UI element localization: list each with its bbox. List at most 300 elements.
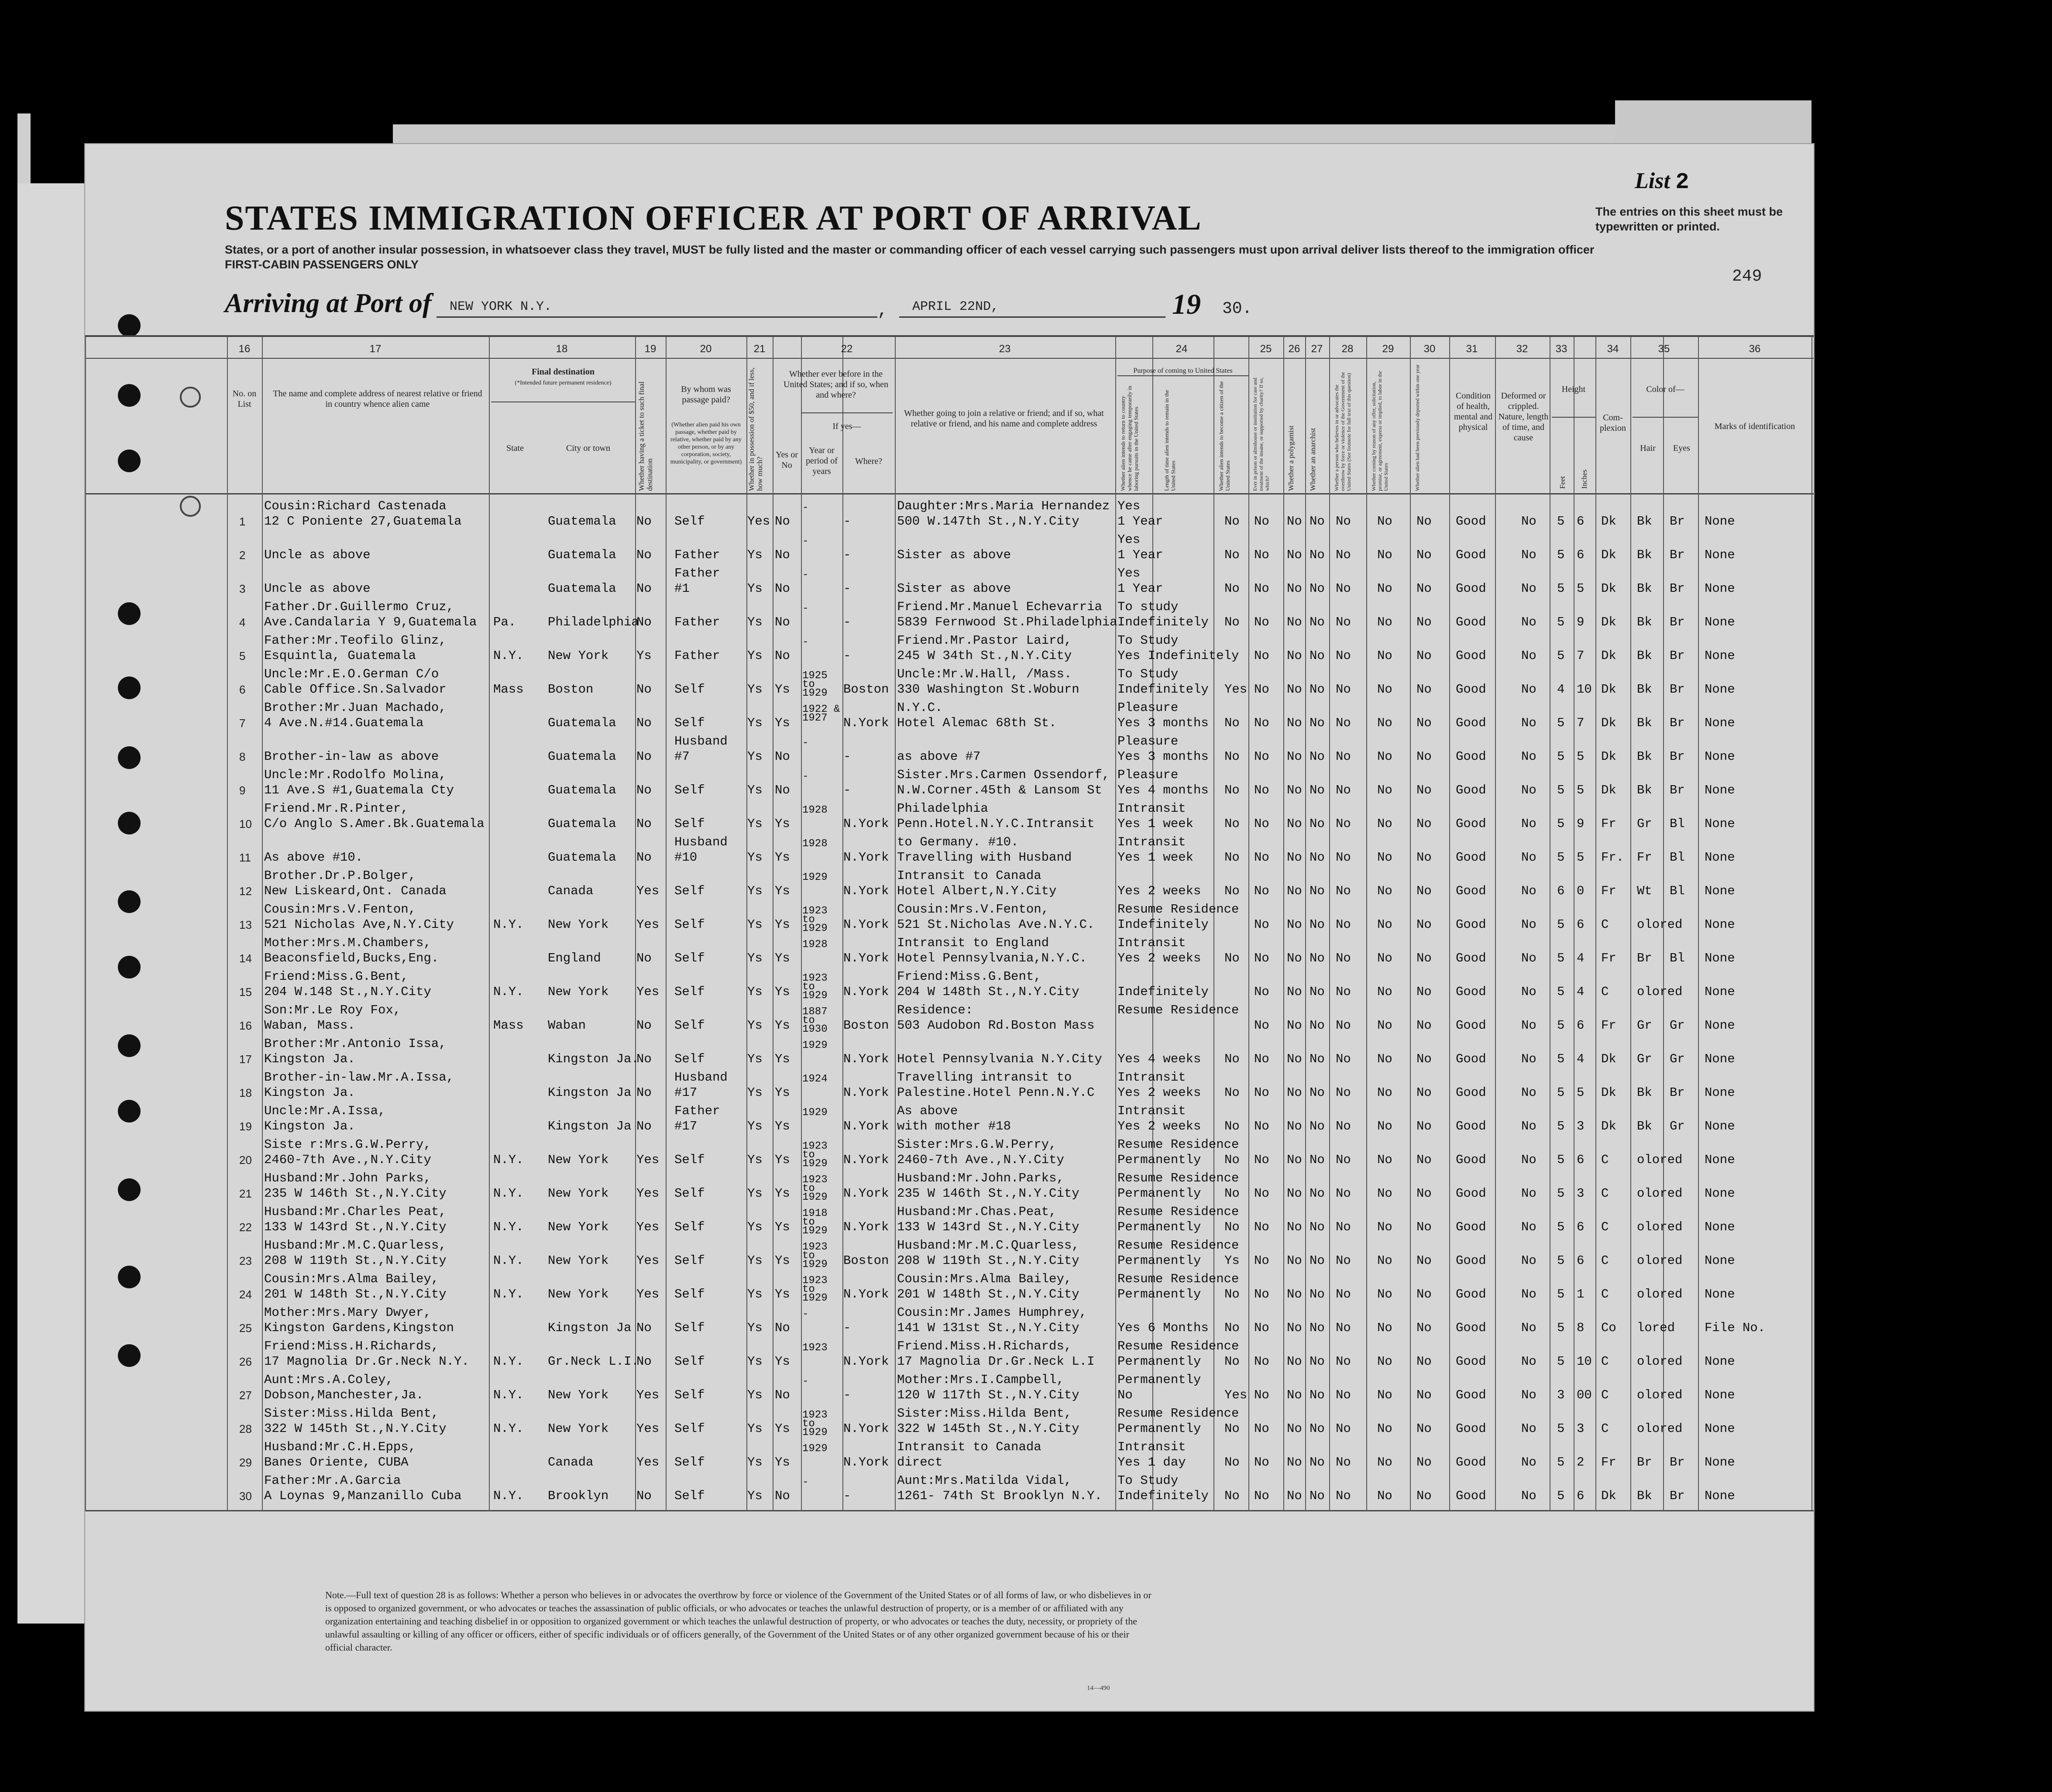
purpose-length: Permanently [1117, 1220, 1201, 1234]
relative-name: Brother.Dr.P.Bolger, [264, 869, 416, 883]
money-value: Ys [747, 649, 763, 663]
where-in-us: Boston [843, 682, 889, 697]
ticket-value: No [636, 749, 652, 764]
health-value: Good [1456, 985, 1486, 999]
question-29-value: No [1377, 514, 1392, 529]
height-inches: 3 [1577, 1186, 1585, 1201]
table-row [0, 968, 2052, 1002]
question-29-value: No [1377, 884, 1392, 898]
row-number: 1 [239, 515, 246, 528]
anarchist-value: No [1310, 884, 1325, 898]
height-inches: 5 [1577, 850, 1585, 865]
table-row [0, 1472, 2052, 1506]
relative-name: Cousin:Mrs.V.Fenton, [264, 902, 416, 917]
purpose-citizen: Yes [1224, 682, 1248, 697]
years-in-us: - [802, 1376, 809, 1387]
before-in-us: No [775, 548, 790, 562]
purpose-return: Resume Residence [1117, 1406, 1239, 1421]
question-28-value: No [1336, 581, 1351, 596]
joining-name: Cousin:Mrs.V.Fenton, [897, 902, 1049, 917]
eye-color: Br [1670, 783, 1685, 797]
hair-color: Bk [1637, 682, 1652, 697]
joining-address: 2460-7th Ave.,N.Y.City [897, 1153, 1064, 1167]
hair-color: olored [1637, 985, 1683, 999]
years-in-us: - [802, 1308, 809, 1320]
purpose-length: Permanently [1117, 1186, 1201, 1201]
relative-address: Kingston Ja. [264, 1052, 355, 1066]
purpose-return: Intransit [1117, 801, 1186, 816]
prison-value: No [1254, 749, 1269, 764]
anarchist-value: No [1310, 1018, 1325, 1033]
joining-name: Cousin:Mrs.Alma Bailey, [897, 1272, 1072, 1286]
years-in-us: 1928 [802, 804, 828, 816]
purpose-length: No [1117, 1388, 1133, 1402]
relative-name: Husband:Mr.John Parks, [264, 1171, 431, 1185]
relative-address: Cable Office.Sn.Salvador [264, 682, 447, 697]
joining-name: Mother:Mrs.I.Campbell, [897, 1373, 1064, 1387]
relative-address: 12 C Poniente 27,Guatemala [264, 514, 462, 529]
polygamist-value: No [1287, 1489, 1302, 1503]
hair-color: Fr [1637, 850, 1652, 865]
health-value: Good [1456, 850, 1486, 865]
ticket-value: Yes [636, 1287, 660, 1301]
years-in-us: - [802, 603, 809, 614]
question-30-value: No [1416, 1186, 1432, 1201]
relative-address: Uncle as above [264, 581, 371, 596]
passage-paid-detail: #1 [674, 581, 690, 596]
purpose-length: Permanently [1117, 1253, 1201, 1268]
ticket-value: No [636, 514, 652, 529]
table-row [0, 1270, 2052, 1304]
health-value: Good [1456, 884, 1486, 898]
joining-name: Husband:Mr.Chas.Peat, [897, 1205, 1057, 1219]
marks-value: None [1705, 1388, 1735, 1402]
deformed-value: No [1521, 1153, 1536, 1167]
height-feet: 6 [1557, 884, 1565, 898]
header-marks: Marks of identification [1714, 422, 1795, 431]
ticket-value: No [636, 1018, 652, 1033]
joining-address: 521 St.Nicholas Ave.N.Y.C. [897, 917, 1095, 932]
header-question-29: Whether coming by reason of any offer, solicitation, promise, or agreement, express or implied, to labor in the United States [1371, 371, 1389, 491]
relative-address: Kingston Gardens,Kingston [264, 1321, 454, 1335]
height-inches: 6 [1577, 1018, 1585, 1033]
column-number-rule [85, 358, 1814, 359]
header-health: Condition of health, mental and physical [1454, 391, 1493, 432]
joining-address: 133 W 143rd St.,N.Y.City [897, 1220, 1079, 1234]
date-value: APRIL 22ND, [912, 299, 999, 314]
purpose-citizen: No [1224, 1489, 1240, 1503]
marks-value: None [1705, 749, 1735, 764]
relative-name: Friend:Miss.G.Bent, [264, 969, 409, 984]
destination-city: New York [548, 1153, 609, 1167]
marks-value: None [1705, 1455, 1735, 1469]
marks-value: None [1705, 817, 1735, 831]
deformed-value: No [1521, 1354, 1536, 1369]
joining-name: Friend.Mr.Manuel Echevarria [897, 600, 1102, 614]
money-value: Ys [747, 1489, 763, 1503]
destination-city: New York [548, 649, 609, 663]
question-29-value: No [1377, 1489, 1392, 1503]
anarchist-value: No [1310, 1052, 1325, 1066]
relative-address: 17 Magnolia Dr.Gr.Neck N.Y. [264, 1354, 469, 1369]
relative-address: Brother-in-law as above [264, 749, 439, 764]
header-purpose-return: Whether alien intends to return to country whence he came after engaging temporarily in laboring pursuits in the United States [1120, 385, 1139, 491]
money-value: Ys [747, 1388, 763, 1402]
eye-color: Br [1670, 1455, 1685, 1469]
purpose-return: Resume Residence [1117, 1171, 1239, 1185]
before-in-us: Ys [775, 1287, 790, 1301]
question-29-value: No [1377, 682, 1392, 697]
before-in-us: Ys [775, 716, 790, 730]
column-number: 34 [1607, 343, 1619, 355]
height-feet: 5 [1557, 514, 1565, 529]
complexion-value: Dk [1601, 1052, 1616, 1066]
table-row [0, 1069, 2052, 1102]
years-in-us: - [802, 771, 809, 783]
height-feet: 5 [1557, 817, 1565, 831]
header-purpose-citizen: Whether alien intends to become a citizen of the United States [1218, 381, 1231, 491]
polygamist-value: No [1287, 548, 1302, 562]
question-28-value: No [1336, 1489, 1351, 1503]
purpose-length: Yes 1 week [1117, 817, 1194, 831]
where-in-us: Boston [843, 1018, 889, 1033]
before-in-us: Ys [775, 1186, 790, 1201]
ticket-value: Yes [636, 1186, 660, 1201]
row-number: 9 [239, 784, 246, 797]
passage-paid-detail: Self [674, 884, 705, 898]
purpose-return: Resume Residence [1117, 1272, 1239, 1286]
header-passage: By whom was passage paid? [681, 384, 731, 405]
relative-name: Uncle:Mr.E.O.German C/o [264, 667, 439, 681]
purpose-return: Resume Residence [1117, 1339, 1239, 1353]
polygamist-value: No [1287, 985, 1302, 999]
year-suffix: 30. [1222, 299, 1252, 318]
height-inches: 6 [1577, 1253, 1585, 1268]
passage-paid-detail: Self [674, 1321, 705, 1335]
eye-color: Bl [1670, 884, 1685, 898]
row-number: 8 [239, 750, 246, 763]
question-30-value: No [1416, 514, 1432, 529]
relative-name: Uncle:Mr.Rodolfo Molina, [264, 768, 447, 782]
deformed-value: No [1521, 682, 1536, 697]
question-28-value: No [1336, 1421, 1351, 1436]
entries-note: The entries on this sheet must be typewritten or printed. [1595, 205, 1783, 233]
destination-state: Pa. [493, 615, 516, 629]
passage-paid-detail: Father [674, 548, 720, 562]
years-in-us: 1928 [802, 838, 828, 850]
height-inches: 5 [1577, 1085, 1585, 1100]
question-28-value: No [1336, 783, 1351, 797]
joining-address: Sister as above [897, 548, 1011, 562]
relative-name: Father.Dr.Guillermo Cruz, [264, 600, 454, 614]
column-number: 28 [1341, 343, 1354, 355]
header-hair: Hair [1640, 443, 1656, 453]
question-29-value: No [1377, 1354, 1392, 1369]
polygamist-value: No [1287, 649, 1302, 663]
years-in-us: 1922 & 1927 [802, 704, 840, 724]
joining-name: Sister.Mrs.Carmen Ossendorf, [897, 768, 1110, 782]
table-row [0, 733, 2052, 766]
prison-value: No [1254, 1489, 1269, 1503]
table-row [0, 834, 2052, 867]
column-number: 30 [1423, 343, 1436, 355]
purpose-return: Yes [1117, 499, 1141, 513]
purpose-citizen: No [1224, 1153, 1240, 1167]
question-28-value: No [1336, 1018, 1351, 1033]
destination-city: New York [548, 917, 609, 932]
complexion-value: Dk [1601, 615, 1616, 629]
prison-value: No [1254, 1253, 1269, 1268]
purpose-citizen: No [1224, 1421, 1240, 1436]
deformed-value: No [1521, 1455, 1536, 1469]
height-inches: 1 [1577, 1287, 1585, 1301]
complexion-value: C [1601, 1388, 1609, 1402]
complexion-value: C [1601, 1153, 1609, 1167]
comma: , [877, 301, 888, 321]
before-in-us: Ys [775, 1455, 790, 1469]
money-value: Ys [747, 615, 763, 629]
column-number: 24 [1176, 343, 1188, 355]
where-in-us: - [843, 615, 851, 629]
height-inches: 4 [1577, 1052, 1585, 1066]
years-in-us: 1925 to 1929 [802, 670, 828, 699]
height-inches: 9 [1577, 817, 1585, 831]
joining-address: N.W.Corner.45th & Lansom St [897, 783, 1102, 797]
ticket-value: No [636, 581, 652, 596]
table-row [0, 766, 2052, 800]
question-28-value: No [1336, 548, 1351, 562]
where-in-us: N.York [843, 716, 889, 730]
hair-color: olored [1637, 1220, 1683, 1234]
purpose-length: Yes Indefinitely [1117, 649, 1239, 663]
polygamist-value: No [1287, 884, 1302, 898]
question-30-value: No [1416, 716, 1432, 730]
relative-address: 521 Nicholas Ave,N.Y.City [264, 917, 454, 932]
where-in-us: N.York [843, 1119, 889, 1133]
destination-city: New York [548, 1220, 609, 1234]
relative-name: Uncle:Mr.A.Issa, [264, 1104, 386, 1118]
height-feet: 5 [1557, 615, 1565, 629]
height-feet: 5 [1557, 1119, 1565, 1133]
question-30-value: No [1416, 1354, 1432, 1369]
destination-state: N.Y. [493, 985, 524, 999]
eye-color: Bl [1670, 850, 1685, 865]
passage-paid-detail: Self [674, 783, 705, 797]
prison-value: No [1254, 951, 1269, 965]
purpose-length: Yes 3 months [1117, 749, 1209, 764]
question-29-value: No [1377, 1253, 1392, 1268]
header-question-30: Whether alien had been previously deported within one year [1414, 364, 1420, 491]
health-value: Good [1456, 749, 1486, 764]
money-value: Ys [747, 1018, 763, 1033]
hair-color: Bk [1637, 548, 1652, 562]
height-feet: 5 [1557, 1321, 1565, 1335]
hair-color: olored [1637, 1354, 1683, 1369]
question-29-value: No [1377, 917, 1392, 932]
destination-city: New York [548, 1287, 609, 1301]
complexion-value: C [1601, 1220, 1609, 1234]
where-in-us: N.York [843, 850, 889, 865]
deformed-value: No [1521, 850, 1536, 865]
height-feet: 5 [1557, 1052, 1565, 1066]
money-value: Ys [747, 682, 763, 697]
destination-state: N.Y. [493, 1287, 524, 1301]
joining-name: Friend.Mr.Pastor Laird, [897, 633, 1072, 648]
money-value: Ys [747, 1253, 763, 1268]
question-28-value: No [1336, 985, 1351, 999]
joining-address: 208 W 119th St.,N.Y.City [897, 1253, 1079, 1268]
table-row [0, 699, 2052, 733]
form-number: 14—490 [1087, 1685, 1110, 1692]
purpose-citizen: No [1224, 1085, 1240, 1100]
purpose-citizen: No [1224, 1321, 1240, 1335]
relative-name: Husband:Mr.C.H.Epps, [264, 1440, 416, 1454]
money-value: Ys [747, 1153, 763, 1167]
row-number: 28 [239, 1422, 252, 1435]
marks-value: None [1705, 985, 1735, 999]
ticket-value: Ys [636, 649, 652, 663]
purpose-citizen: No [1224, 1354, 1240, 1369]
deformed-value: No [1521, 1220, 1536, 1234]
date-underline [899, 316, 1165, 318]
ticket-value: Yes [636, 1220, 660, 1234]
where-in-us: N.York [843, 1052, 889, 1066]
question-29-value: No [1377, 985, 1392, 999]
hair-color: Bk [1637, 716, 1652, 730]
column-number: 20 [700, 343, 712, 355]
height-inches: 10 [1577, 1354, 1592, 1369]
eye-color: Br [1670, 548, 1685, 562]
years-in-us: 1923 to 1929 [802, 905, 828, 934]
joining-name: Husband:Mr.M.C.Quarless, [897, 1238, 1079, 1253]
money-value: Ys [747, 1186, 763, 1201]
purpose-citizen: No [1224, 783, 1240, 797]
ticket-value: Yes [636, 985, 660, 999]
marks-value: None [1705, 1354, 1735, 1369]
deformed-value: No [1521, 1489, 1536, 1503]
question-29-value: No [1377, 1119, 1392, 1133]
joining-address: 201 W 148th St.,N.Y.City [897, 1287, 1079, 1301]
health-value: Good [1456, 1119, 1486, 1133]
joining-name: Philadelphia [897, 801, 988, 816]
question-28-value: No [1336, 1455, 1351, 1469]
destination-city: Waban [548, 1018, 586, 1033]
anarchist-value: No [1310, 514, 1325, 529]
joining-name: Uncle:Mr.W.Hall, /Mass. [897, 667, 1072, 681]
joining-address: Hotel Pennsylvania,N.Y.C. [897, 951, 1087, 965]
marks-value: None [1705, 1153, 1735, 1167]
joining-name: As above [897, 1104, 958, 1118]
punch-hole [118, 384, 141, 407]
column-number: 32 [1516, 343, 1528, 355]
joining-address: 141 W 131st St.,N.Y.City [897, 1321, 1079, 1335]
polygamist-value: No [1287, 1287, 1302, 1301]
years-in-us: 1924 [802, 1073, 828, 1085]
height-inches: 10 [1577, 682, 1592, 697]
destination-state: N.Y. [493, 1153, 524, 1167]
relative-name: Siste r:Mrs.G.W.Perry, [264, 1137, 431, 1152]
destination-city: New York [548, 1253, 609, 1268]
purpose-return: To Study [1117, 1473, 1179, 1488]
relative-address: 133 W 143rd St.,N.Y.City [264, 1220, 447, 1234]
where-in-us: - [843, 514, 851, 529]
polygamist-value: No [1287, 615, 1302, 629]
money-value: Ys [747, 951, 763, 965]
header-relative: The name and complete address of nearest relative or friend in country whence alien came [273, 389, 482, 409]
column-number: 35 [1658, 343, 1670, 355]
reinforced-hole [180, 387, 201, 408]
ticket-value: No [636, 716, 652, 730]
health-value: Good [1456, 682, 1486, 697]
height-inches: 6 [1577, 548, 1585, 562]
purpose-return: Resume Residence [1117, 1003, 1239, 1017]
deformed-value: No [1521, 884, 1536, 898]
where-in-us: N.York [843, 951, 889, 965]
destination-city: New York [548, 1421, 609, 1436]
question-30-value: No [1416, 917, 1432, 932]
height-inches: 0 [1577, 884, 1585, 898]
purpose-length: Indefinitely [1117, 615, 1209, 629]
purpose-citizen: No [1224, 514, 1240, 529]
where-in-us: N.York [843, 1455, 889, 1469]
height-inches: 5 [1577, 581, 1585, 596]
row-number: 20 [239, 1153, 252, 1167]
years-in-us: 1929 [802, 1040, 828, 1051]
column-number: 33 [1555, 343, 1567, 355]
question-29-value: No [1377, 1220, 1392, 1234]
eye-color: Gr [1670, 1018, 1685, 1033]
destination-city: Guatemala [548, 817, 616, 831]
eye-color: Gr [1670, 1119, 1685, 1133]
complexion-value: Fr [1601, 1018, 1616, 1033]
relative-address: A Loynas 9,Manzanillo Cuba [264, 1489, 462, 1503]
header-joining: Whether going to join a relative or friend; and if so, what relative or friend, and his name and complete address [904, 409, 1104, 429]
row-number: 27 [239, 1389, 252, 1402]
passage-paid-by: Father [674, 566, 720, 580]
marks-value: None [1705, 682, 1735, 697]
purpose-citizen: No [1224, 1052, 1240, 1066]
complexion-value: Dk [1601, 514, 1616, 529]
header-height: Height [1561, 384, 1586, 394]
health-value: Good [1456, 615, 1486, 629]
joining-name: Sister:Miss.Hilda Bent, [897, 1406, 1072, 1421]
deformed-value: No [1521, 615, 1536, 629]
deformed-value: No [1521, 1421, 1536, 1436]
purpose-return: Yes [1117, 532, 1141, 547]
height-feet: 5 [1557, 1253, 1565, 1268]
height-feet: 5 [1557, 1220, 1565, 1234]
health-value: Good [1456, 917, 1486, 932]
relative-address: 11 Ave.S #1,Guatemala Cty [264, 783, 454, 797]
health-value: Good [1456, 1052, 1486, 1066]
complexion-value: Co [1601, 1321, 1616, 1335]
destination-city: New York [548, 1388, 609, 1402]
before-in-us: Ys [775, 1421, 790, 1436]
question-28-value: No [1336, 514, 1351, 529]
polygamist-value: No [1287, 783, 1302, 797]
polygamist-value: No [1287, 1354, 1302, 1369]
relative-address: Waban, Mass. [264, 1018, 355, 1033]
relative-name: Brother-in-law.Mr.A.Issa, [264, 1070, 454, 1085]
height-feet: 5 [1557, 1153, 1565, 1167]
purpose-citizen: No [1224, 1186, 1240, 1201]
row-number: 30 [239, 1490, 252, 1503]
years-in-us: - [802, 636, 809, 648]
complexion-value: Fr [1601, 1455, 1616, 1469]
column-number: 29 [1382, 343, 1394, 355]
health-value: Good [1456, 1018, 1486, 1033]
instructions-text [225, 242, 1622, 272]
